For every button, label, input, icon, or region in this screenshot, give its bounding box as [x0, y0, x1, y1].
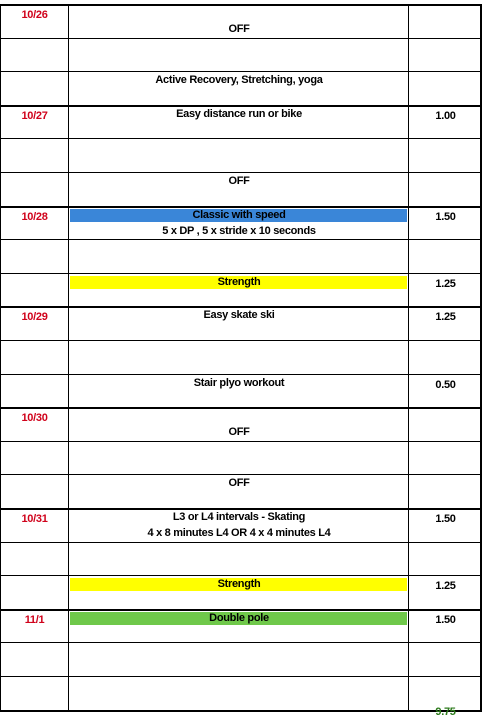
workout-text: Classic with speed — [192, 209, 286, 221]
workout-text: OFF — [228, 23, 250, 35]
workout-text: Easy skate ski — [203, 309, 275, 321]
workout-text: 5 x DP , 5 x stride x 10 seconds — [162, 225, 316, 237]
date-cell — [0, 38, 69, 43]
date-cell — [0, 239, 69, 244]
date-cell — [0, 676, 69, 681]
hours-cell: 1.00 — [435, 110, 456, 122]
workout-text: OFF — [228, 426, 250, 438]
date-cell: 10/27 — [21, 110, 48, 122]
hours-cell — [409, 239, 482, 244]
hours-cell: 1.25 — [435, 580, 456, 592]
hours-cell: 0.50 — [435, 379, 456, 391]
workout-text: Strength — [217, 276, 261, 288]
workout-text: Stair plyo workout — [193, 377, 285, 389]
workout-text: OFF — [228, 477, 250, 489]
date-cell — [0, 542, 69, 547]
hours-cell — [409, 4, 482, 9]
hours-cell: 1.25 — [435, 278, 456, 290]
workout-text: Double pole — [209, 612, 269, 624]
date-cell — [0, 138, 69, 143]
date-cell: 11/1 — [24, 614, 45, 626]
workout-text: OFF — [228, 175, 250, 187]
hours-cell: 1.50 — [435, 513, 456, 525]
hours-cell — [409, 474, 482, 479]
total-hours: 9.75 — [435, 706, 456, 718]
hours-cell — [409, 542, 482, 547]
hours-cell: 1.50 — [435, 211, 456, 223]
workout-text: Strength — [217, 578, 261, 590]
hours-cell: 1.50 — [435, 614, 456, 626]
date-cell: 10/30 — [21, 412, 48, 424]
date-cell — [0, 441, 69, 446]
date-cell — [0, 474, 69, 479]
hours-cell — [409, 642, 482, 647]
date-cell: 10/28 — [21, 211, 48, 223]
hours-cell — [409, 38, 482, 43]
date-cell: 10/29 — [21, 311, 48, 323]
date-cell — [0, 273, 69, 278]
workout-text: L3 or L4 intervals - Skating — [172, 511, 306, 523]
hours-cell — [409, 407, 482, 412]
workout-text: Easy distance run or bike — [176, 108, 302, 120]
hours-cell — [409, 340, 482, 345]
hours-cell — [409, 172, 482, 177]
hours-cell — [409, 138, 482, 143]
workout-text: 4 x 8 minutes L4 OR 4 x 4 minutes L4 — [147, 527, 331, 539]
date-cell: 10/26 — [21, 9, 48, 21]
hours-cell — [409, 71, 482, 76]
hours-cell — [409, 441, 482, 446]
date-cell — [0, 340, 69, 345]
date-cell — [0, 71, 69, 76]
date-cell — [0, 642, 69, 647]
hours-cell — [409, 676, 482, 681]
date-cell — [0, 172, 69, 177]
date-cell — [0, 374, 69, 379]
date-cell — [0, 575, 69, 580]
workout-text: Active Recovery, Stretching, yoga — [155, 74, 323, 86]
hours-cell: 1.25 — [435, 311, 456, 323]
date-cell: 10/31 — [21, 513, 48, 525]
